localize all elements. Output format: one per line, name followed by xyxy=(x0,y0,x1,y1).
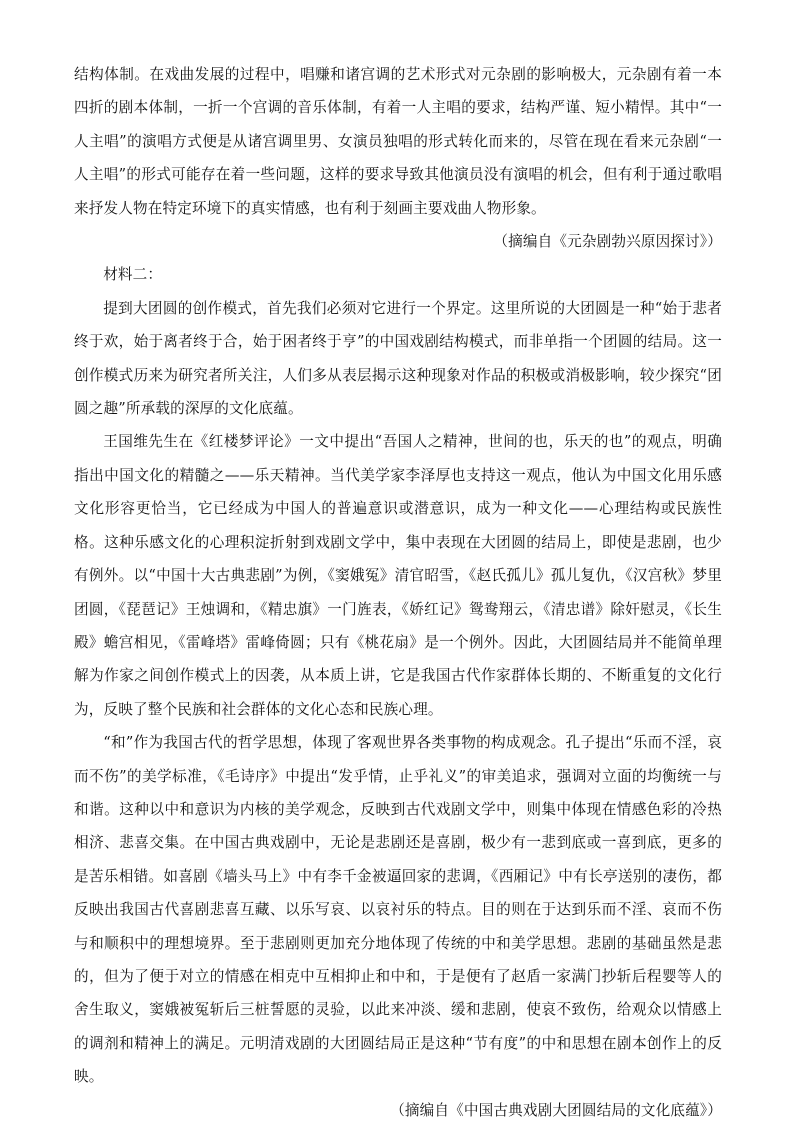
material2-paragraph-3: “和”作为我国古代的哲学思想，体现了客观世界各类事物的构成观念。孔子提出“乐而不淫，哀而不伤”的美学标准，《毛诗序》中提出“发乎情，止乎礼义”的审美追求，强调对立面的均衡统一与和谐。这种以中和意识为内核的美学观念，反映到古代戏剧文学中，则集中体现在情感色彩的冷热相济、悲喜交集。在中国古典戏剧中，无论是悲剧还是喜剧，极少有一悲到底或一喜到底，更多的是苦乐相错。如喜剧《墙头马上》中有李千金被逼回家的悲调，《西厢记》中有长亭送别的凄伤，都反映出我国古代喜剧悲喜互藏、以乐写哀、以哀衬乐的特点。目的则在于达到乐而不淫、哀而不伤与和顺积中的理想境界。至于悲剧则更加充分地体现了传统的中和美学思想。悲剧的基础虽然是悲的，但为了便于对立的情感在相克中互相抑止和中和，于是便有了赵盾一家满门抄斩后程婴等人的舍生取义，窦娥被冤斩后三桩誓愿的灵验，以此来冲淡、缓和悲剧，使哀不致伤，给观众以情感上的调剂和精神上的满足。元明清戏剧的大团圆结局正是这种“节有度”的中和思想在剧本创作上的反映。 xyxy=(74,734,722,1086)
source-citation-2: （摘编自《中国古典戏剧大团圆结局的文化底蕴》） xyxy=(390,1101,722,1119)
material2-paragraph-1: 提到大团圆的创作模式，首先我们必须对它进行一个界定。这里所说的大团圆是一种“始于悲者终于欢，始于离者终于合，始于困者终于亨”的中国戏剧结构模式，而非单指一个团圆的结局。这一创作模式历来为研究者所关注，人们多从表层揭示这种现象对作品的积极或消极影响，较少探究“团圆之趣”所承载的深厚的文化底蕴。 xyxy=(74,299,722,418)
material2-paragraph-2: 王国维先生在《红楼梦评论》一文中提出“吾国人之精神，世间的也，乐天的也”的观点，明确指出中国文化的精髓之——乐天精神。当代美学家李泽厚也支持这一观点，他认为中国文化用乐感文化形容更恰当，它已经成为中国人的普遍意识或潜意识，成为一种文化——心理结构或民族性格。这种乐感文化的心理积淀折射到戏剧文学中，集中表现在大团圆的结局上，即使是悲剧，也少有例外。以“中国十大古典悲剧”为例，《窦娥冤》清官昭雪，《赵氏孤儿》孤儿复仇，《汉宫秋》梦里团圆，《琵琶记》王烛调和，《精忠旗》一门旌表，《娇红记》鸳鸯翔云，《清忠谱》除奸慰灵，《长生殿》蟾宫相见，《雷峰塔》雷峰倚圆；只有《桃花扇》是一个例外。因此，大团圆结局并不能简单理解为作家之间创作模式上的因袭，从本质上讲，它是我国古代作家群体长期的、不断重复的文化行为，反映了整个民族和社会群体的文化心态和民族心理。 xyxy=(74,433,722,718)
material2-heading: 材料二： xyxy=(103,266,163,284)
source-citation-1: （摘编自《元杂剧勃兴原因探讨》） xyxy=(493,233,722,251)
material1-paragraph-tail: 结构体制。在戏曲发展的过程中，唱赚和诸宫调的艺术形式对元杂剧的影响极大，元杂剧有着一本四折的剧本体制，一折一个宫调的音乐体制，有着一人主唱的要求，结构严谨、短小精悍。其中“一人主唱”的演唱方式便是从诸宫调里男、女演员独唱的形式转化而来的，尽管在现在看来元杂剧“一人主唱”的形式可能存在着一些问题，这样的要求导致其他演员没有演唱的机会，但有利于通过歌唱来抒发人物在特定环境下的真实情感，也有利于刻画主要戏曲人物形象。 xyxy=(74,66,722,217)
document-page xyxy=(74,58,722,1127)
